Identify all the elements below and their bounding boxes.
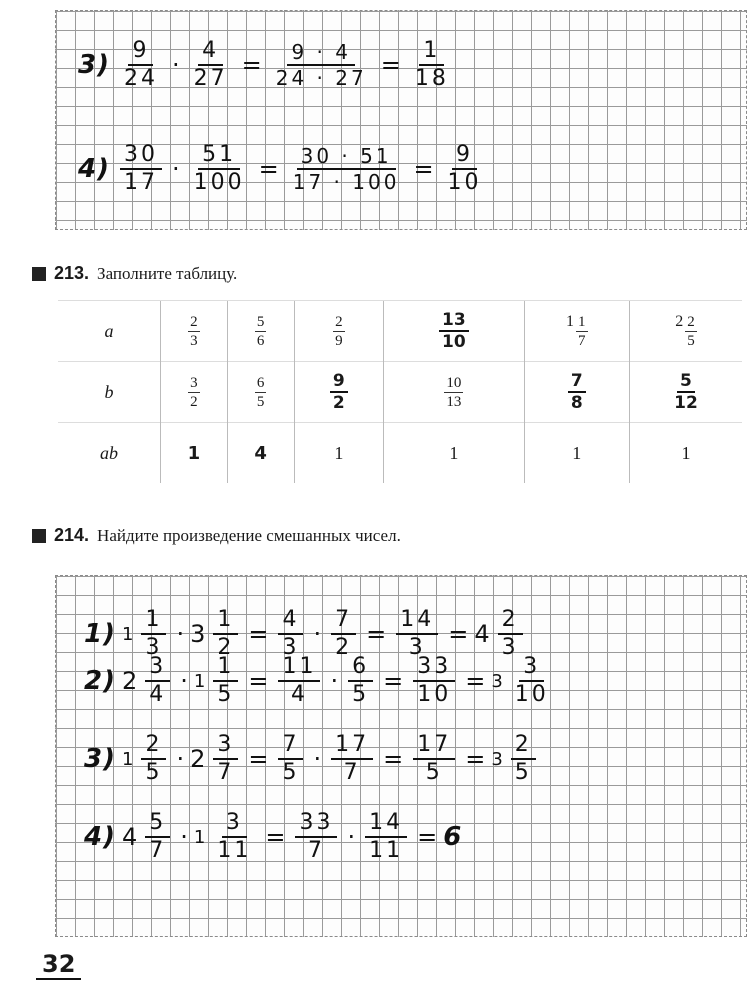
task-213-table	[58, 300, 742, 483]
fraction: $\frac{1}{5}$	[213, 654, 238, 708]
top-line-3	[78, 38, 457, 92]
multiply-sign: ·	[171, 51, 180, 79]
fraction: $\frac{2}{5}$	[141, 732, 166, 786]
equals-sign: =	[248, 667, 269, 695]
table-cell: $\frac{5}{6}$	[227, 301, 294, 362]
multiply-sign: ·	[180, 667, 188, 695]
fraction-result: $\frac{3}{10}$	[514, 654, 549, 707]
fraction: $\frac{4}{3}$	[278, 607, 303, 661]
table-cell: 2 $\frac{2}{5}$	[629, 301, 742, 362]
fraction-result: $\frac{1}{18}$	[414, 38, 449, 91]
fraction: $\frac{7}{2}$	[331, 607, 356, 661]
fraction: $\frac{17}{7}$	[331, 732, 373, 786]
fraction: $\frac{5}{7}$	[145, 810, 170, 864]
table-row-a	[58, 301, 742, 362]
whole-part: 1	[193, 670, 206, 692]
task-214-line-3	[84, 732, 540, 786]
multiply-sign: ·	[330, 667, 339, 695]
table-cell: 1	[524, 423, 629, 484]
task-214-line-1	[84, 607, 527, 661]
table-cell: 1	[294, 423, 384, 484]
equals-sign: =	[366, 620, 387, 648]
task-number: 213.	[54, 263, 90, 283]
multiply-sign: ·	[180, 823, 188, 851]
fraction: $\frac{30 \cdot 51}{17 \cdot 100}$	[292, 144, 400, 194]
line-label: 1)	[84, 619, 116, 649]
whole-part: 1	[121, 748, 134, 770]
fraction: $\frac{14}{11}$	[365, 810, 407, 864]
table-row-b	[58, 362, 742, 423]
fraction: $\frac{11}{4}$	[278, 654, 320, 708]
whole-part: 2	[190, 745, 206, 773]
fraction: $\frac{14}{3}$	[396, 607, 438, 661]
equals-sign: =	[383, 667, 404, 695]
table-cell-handwritten: $\frac{7}{8}$	[524, 362, 629, 423]
equals-sign: =	[413, 155, 434, 183]
task-214-line-2	[84, 654, 557, 708]
task-text: Заполните таблицу.	[97, 263, 238, 283]
table-cell: $\frac{10}{13}$	[384, 362, 524, 423]
whole-part: 1	[193, 826, 206, 848]
multiply-sign: ·	[176, 745, 185, 773]
fraction: $\frac{1}{3}$	[141, 607, 166, 661]
equals-sign: =	[417, 823, 438, 851]
equals-sign: =	[465, 667, 486, 695]
equals-sign: =	[383, 745, 404, 773]
task-text: Найдите произведение смешанных чисел.	[97, 525, 401, 545]
fraction: $\frac{30}{17}$	[120, 142, 162, 196]
table-cell: 1	[629, 423, 742, 484]
row-header: ab	[58, 423, 161, 484]
equals-sign: =	[265, 823, 286, 851]
row-header: a	[58, 301, 161, 362]
page-number: 32	[36, 950, 81, 980]
fraction: $\frac{3}{7}$	[213, 732, 238, 786]
table-cell-handwritten: 4	[227, 423, 294, 484]
multiply-sign: ·	[313, 620, 322, 648]
whole-part: 3	[190, 620, 206, 648]
equals-sign: =	[380, 51, 401, 79]
fraction: $\frac{9}{24}$	[123, 38, 158, 91]
task-213-heading	[32, 263, 237, 284]
fraction: $\frac{3}{11}$	[217, 810, 252, 863]
table-cell: 1 $\frac{1}{7}$	[524, 301, 629, 362]
table-cell: $\frac{6}{5}$	[227, 362, 294, 423]
fraction: $\frac{17}{5}$	[413, 732, 455, 786]
equals-sign: =	[248, 620, 269, 648]
line-label: 4)	[84, 822, 116, 852]
fraction-result: $\frac{2}{5}$	[511, 732, 536, 786]
multiply-sign: ·	[176, 620, 185, 648]
bullet-square-icon	[32, 529, 46, 543]
fraction: $\frac{33}{10}$	[413, 654, 455, 708]
result-value: 6	[443, 822, 463, 852]
whole-part: 4	[474, 620, 490, 648]
table-cell-handwritten: $\frac{9}{2}$	[294, 362, 384, 423]
table-cell: $\frac{3}{2}$	[161, 362, 228, 423]
fraction: $\frac{6}{5}$	[348, 654, 373, 708]
table-cell-handwritten: $\frac{13}{10}$	[384, 301, 524, 362]
task-number: 214.	[54, 525, 90, 545]
table-cell-handwritten: 1	[161, 423, 228, 484]
line-label: 4)	[78, 154, 110, 184]
equals-sign: =	[241, 51, 262, 79]
table-cell: 1	[384, 423, 524, 484]
fraction-result: $\frac{2}{3}$	[498, 607, 523, 661]
top-line-4	[78, 142, 490, 196]
fraction: $\frac{51}{100}$	[193, 142, 245, 195]
task-214-heading	[32, 525, 401, 546]
fraction: $\frac{4}{27}$	[193, 38, 228, 91]
line-label: 3)	[84, 744, 116, 774]
bullet-square-icon	[32, 267, 46, 281]
fraction: $\frac{1}{2}$	[213, 607, 238, 661]
table-cell-handwritten: $\frac{5}{12}$	[629, 362, 742, 423]
table-cell: $\frac{2}{3}$	[161, 301, 228, 362]
whole-part: 1	[121, 623, 134, 645]
equals-sign: =	[448, 620, 469, 648]
multiply-sign: ·	[313, 745, 322, 773]
table-cell: $\frac{2}{9}$	[294, 301, 384, 362]
fraction: $\frac{3}{4}$	[145, 654, 170, 708]
row-header: b	[58, 362, 161, 423]
line-label: 2)	[84, 666, 116, 696]
equals-sign: =	[248, 745, 269, 773]
whole-part: 3	[491, 748, 503, 770]
line-label: 3)	[78, 50, 110, 80]
fraction: $\frac{7}{5}$	[278, 732, 303, 786]
fraction: $\frac{33}{7}$	[295, 810, 337, 864]
fraction: $\frac{9 \cdot 4}{24 \cdot 27}$	[275, 40, 367, 90]
table-row-ab	[58, 423, 742, 484]
task-214-line-4	[84, 810, 462, 864]
whole-part: 3	[491, 670, 503, 692]
multiply-sign: ·	[347, 823, 356, 851]
multiply-sign: ·	[171, 155, 180, 183]
whole-part: 2	[121, 667, 138, 695]
equals-sign: =	[258, 155, 279, 183]
fraction-result: $\frac{9}{10}$	[447, 142, 482, 195]
whole-part: 4	[121, 823, 138, 851]
equals-sign: =	[465, 745, 486, 773]
